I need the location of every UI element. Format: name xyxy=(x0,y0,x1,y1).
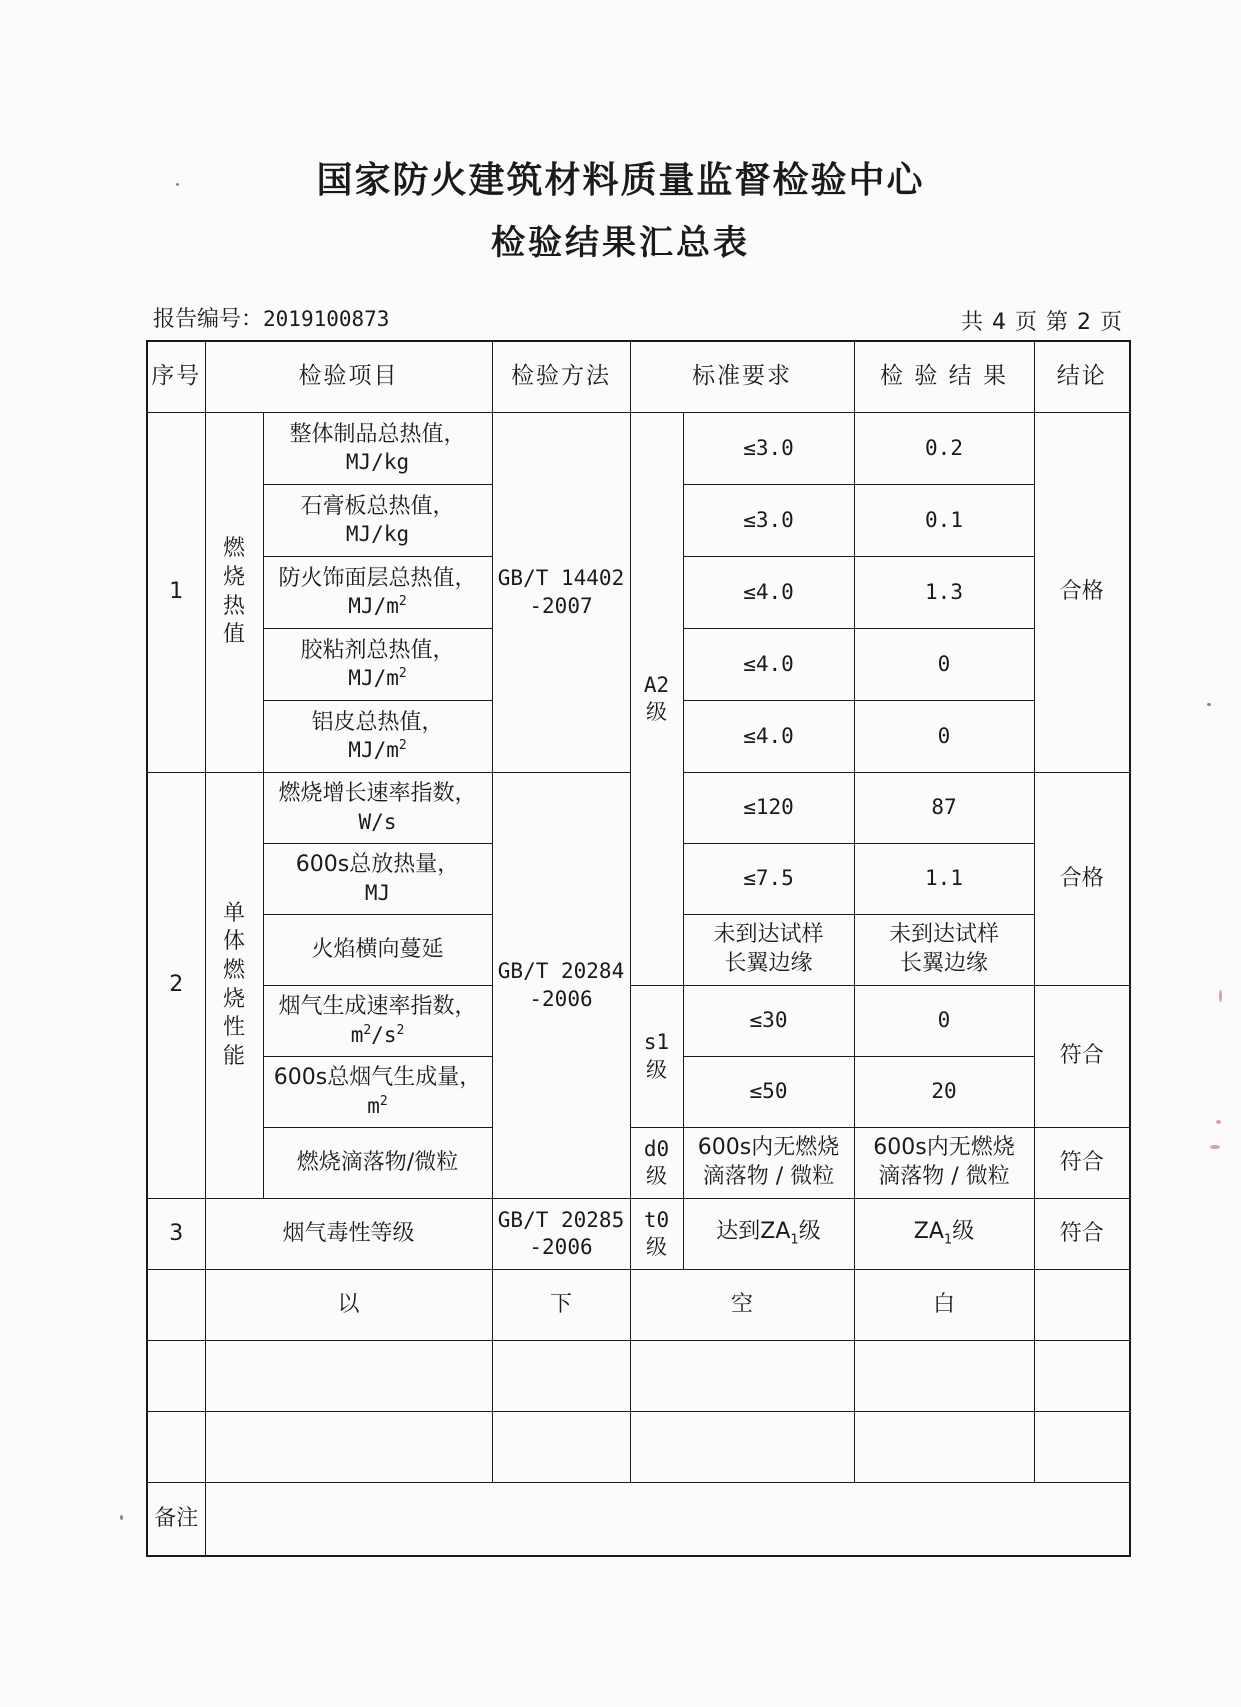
table-header xyxy=(147,341,1130,413)
result-value: 0 xyxy=(854,629,1034,701)
remarks-row xyxy=(147,1483,1130,1557)
table-row xyxy=(147,1128,1130,1199)
remarks-label: 备注 xyxy=(147,1483,205,1557)
result-value: 87 xyxy=(854,773,1034,844)
seq-2: 2 xyxy=(147,773,205,1199)
scan-speck xyxy=(176,183,179,186)
item-name: 石膏板总热值， MJ/kg xyxy=(263,485,492,557)
page-info: 共 4 页 第 2 页 xyxy=(961,310,1123,335)
item-name: 火焰横向蔓延 xyxy=(263,915,492,986)
std-value: ≤4.0 xyxy=(683,557,854,629)
item-name: 防火饰面层总热值， $MJ/m^2$ xyxy=(263,557,492,629)
table-row xyxy=(147,986,1130,1057)
std-value: ≤50 xyxy=(683,1057,854,1128)
category-calorific: 燃 烧 热 值 xyxy=(205,413,263,773)
report-number xyxy=(153,302,389,333)
item-name: 燃烧增长速率指数， W/s xyxy=(263,773,492,844)
item-name: 胶粘剂总热值， $MJ/m^2$ xyxy=(263,629,492,701)
col-result: 检 验 结 果 xyxy=(854,341,1034,413)
grade-a2: A2 级 xyxy=(630,413,683,986)
conclusion-3: 符合 xyxy=(1034,1199,1130,1270)
report-number-label: 报告编号： xyxy=(153,307,264,332)
scan-speck xyxy=(1219,990,1222,1002)
std-value: 600s内无燃烧 滴落物 / 微粒 xyxy=(683,1128,854,1199)
item-name: 600s总烟气生成量， $m^2$ xyxy=(263,1057,492,1128)
std-value: ≤7.5 xyxy=(683,844,854,915)
item-name: 铝皮总热值， $MJ/m^2$ xyxy=(263,701,492,773)
std-value: ≤3.0 xyxy=(683,485,854,557)
result-value: 0.1 xyxy=(854,485,1034,557)
result-value: 0.2 xyxy=(854,413,1034,485)
method-1: GB/T 14402 -2007 xyxy=(492,413,630,773)
result-value: $ZA_1$级 xyxy=(854,1199,1034,1270)
col-method: 检验方法 xyxy=(492,341,630,413)
scan-speck xyxy=(1216,1120,1221,1124)
col-item: 检验项目 xyxy=(205,341,492,413)
col-standard: 标准要求 xyxy=(630,341,854,413)
blank-text-3: 空 xyxy=(630,1270,854,1341)
std-value: 达到$ZA_1$级 xyxy=(683,1199,854,1270)
result-value: 0 xyxy=(854,986,1034,1057)
col-seq: 序号 xyxy=(147,341,205,413)
category-sbi: 单 体 燃 烧 性 能 xyxy=(205,773,263,1199)
remarks-content xyxy=(205,1483,1130,1557)
scan-speck xyxy=(1210,1145,1220,1149)
item-name: 燃烧滴落物/微粒 xyxy=(263,1128,492,1199)
scan-speck xyxy=(1207,703,1211,706)
table-row xyxy=(147,1199,1130,1270)
item-name: 烟气毒性等级 xyxy=(205,1199,492,1270)
item-name: 烟气生成速率指数， $m^2/s^2$ xyxy=(263,986,492,1057)
std-value: ≤3.0 xyxy=(683,413,854,485)
conclusion-2c: 符合 xyxy=(1034,1128,1130,1199)
blank-row xyxy=(147,1270,1130,1341)
seq-1: 1 xyxy=(147,413,205,773)
item-name: 600s总放热量， MJ xyxy=(263,844,492,915)
std-value: ≤120 xyxy=(683,773,854,844)
blank-text-1: 以 xyxy=(205,1270,492,1341)
empty-row xyxy=(147,1412,1130,1483)
report-number-value: 2019100873 xyxy=(263,307,390,331)
grade-d0: d0 级 xyxy=(630,1128,683,1199)
result-value: 未到达试样 长翼边缘 xyxy=(854,915,1034,986)
result-value: 0 xyxy=(854,701,1034,773)
std-value: 未到达试样 长翼边缘 xyxy=(683,915,854,986)
result-value: 1.3 xyxy=(854,557,1034,629)
std-value: ≤4.0 xyxy=(683,701,854,773)
grade-t0: t0 级 xyxy=(630,1199,683,1270)
results-table xyxy=(146,340,1131,1557)
item-name: 整体制品总热值， MJ/kg xyxy=(263,413,492,485)
conclusion-2b: 符合 xyxy=(1034,986,1130,1128)
result-value: 1.1 xyxy=(854,844,1034,915)
seq-3: 3 xyxy=(147,1199,205,1270)
doc-title: 检验结果汇总表 xyxy=(491,223,750,263)
blank-text-4: 白 xyxy=(854,1270,1034,1341)
empty-row xyxy=(147,1341,1130,1412)
result-value: 20 xyxy=(854,1057,1034,1128)
blank-text-2: 下 xyxy=(492,1270,630,1341)
result-value: 600s内无燃烧 滴落物 / 微粒 xyxy=(854,1128,1034,1199)
col-conclusion: 结论 xyxy=(1034,341,1130,413)
table-row xyxy=(147,413,1130,485)
method-2: GB/T 20284 -2006 xyxy=(492,773,630,1199)
conclusion-2a: 合格 xyxy=(1034,773,1130,986)
org-title: 国家防火建筑材料质量监督检验中心 xyxy=(316,160,925,201)
conclusion-1: 合格 xyxy=(1034,413,1130,773)
method-3: GB/T 20285 -2006 xyxy=(492,1199,630,1270)
grade-s1: s1 级 xyxy=(630,986,683,1128)
std-value: ≤30 xyxy=(683,986,854,1057)
std-value: ≤4.0 xyxy=(683,629,854,701)
scan-speck xyxy=(120,1515,123,1520)
